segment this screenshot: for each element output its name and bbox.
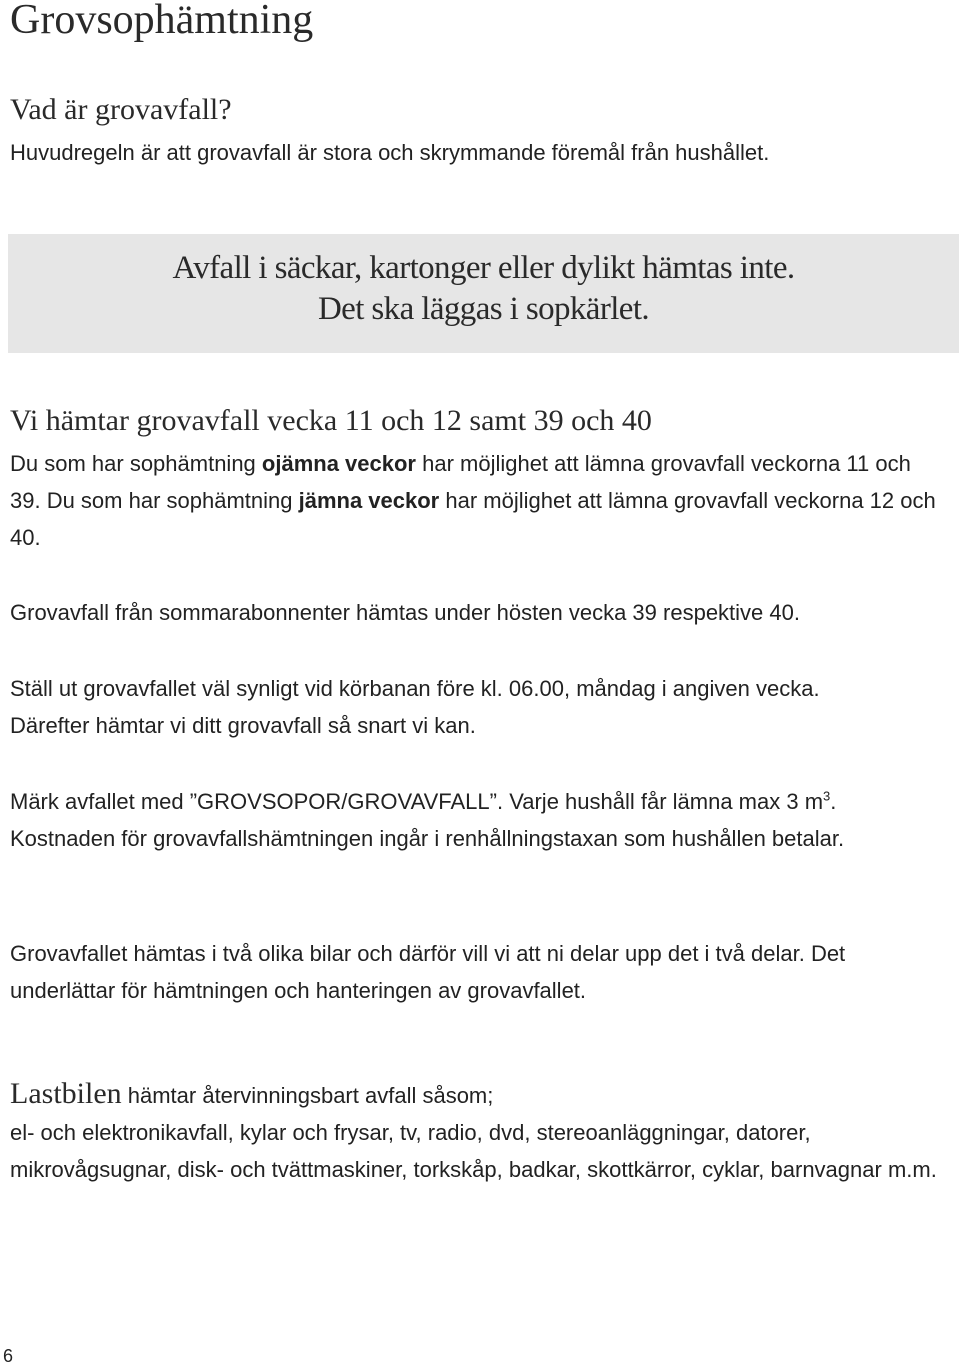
schedule-text-b: har möjlighet att lämna grovavfall veckorna 11 och 39. Du som har sophämtning	[10, 451, 911, 513]
schedule-heading: Vi hämtar grovavfall vecka 11 och 12 samt 39 och 40	[10, 404, 652, 437]
intro-heading: Vad är grovavfall?	[10, 93, 232, 126]
odd-weeks-emphasis: ojämna veckor	[261, 451, 416, 476]
even-weeks-emphasis: jämna veckor	[298, 488, 440, 513]
truck-items: el- och elektronikavfall, kylar och frysar, tv, radio, dvd, stereoanläggningar, datorer, mikrovågsugnar, disk- och tvättmaskiner, torkskåp, badkar, skottkärror, cyklar, barnvagnar m.m.	[10, 1120, 937, 1182]
truck-intro: hämtar återvinningsbart avfall såsom;	[121, 1083, 494, 1108]
summer-subscribers-paragraph: Grovavfall från sommarabonnenter hämtas under hösten vecka 39 respektive 40.	[10, 600, 800, 625]
two-trucks-paragraph: Grovavfallet hämtas i två olika bilar och därför vill vi att ni delar upp det i två delar. Det underlättar för hämtningen och hanteringen av grovavfallet.	[10, 941, 846, 1003]
marking-text-b: . Kostnaden för grovavfallshämtningen ingår i renhållningstaxan som hushållen betalar.	[10, 789, 845, 851]
intro-text: Huvudregeln är att grovavfall är stora och skrymmande föremål från hushållet.	[10, 140, 770, 165]
page-number: 6	[3, 1346, 14, 1366]
truck-label: Lastbilen	[10, 1077, 122, 1110]
notice-box	[8, 234, 959, 353]
marking-text-a: Märk avfallet med ”GROVSOPOR/GROVAVFALL”. Varje hushåll får lämna max 3 m	[10, 789, 824, 814]
placement-paragraph: Ställ ut grovavfallet väl synligt vid körbanan före kl. 06.00, måndag i angiven vecka. Därefter hämtar vi ditt grovavfall så snart vi kan.	[10, 676, 820, 738]
schedule-text-a: Du som har sophämtning	[10, 451, 262, 476]
cubic-superscript: 3	[823, 788, 831, 804]
page-title: Grovsophämtning	[10, 0, 314, 43]
marking-paragraph	[10, 783, 880, 857]
schedule-text-c: har möjlighet att lämna grovavfall veckorna 12 och 40.	[10, 488, 936, 550]
notice-line-2: Det ska läggas i sopkärlet.	[317, 291, 650, 327]
truck-paragraph	[10, 1075, 945, 1188]
notice-line-1: Avfall i säckar, kartonger eller dylikt hämtas inte.	[172, 250, 795, 286]
schedule-paragraph	[10, 445, 945, 556]
